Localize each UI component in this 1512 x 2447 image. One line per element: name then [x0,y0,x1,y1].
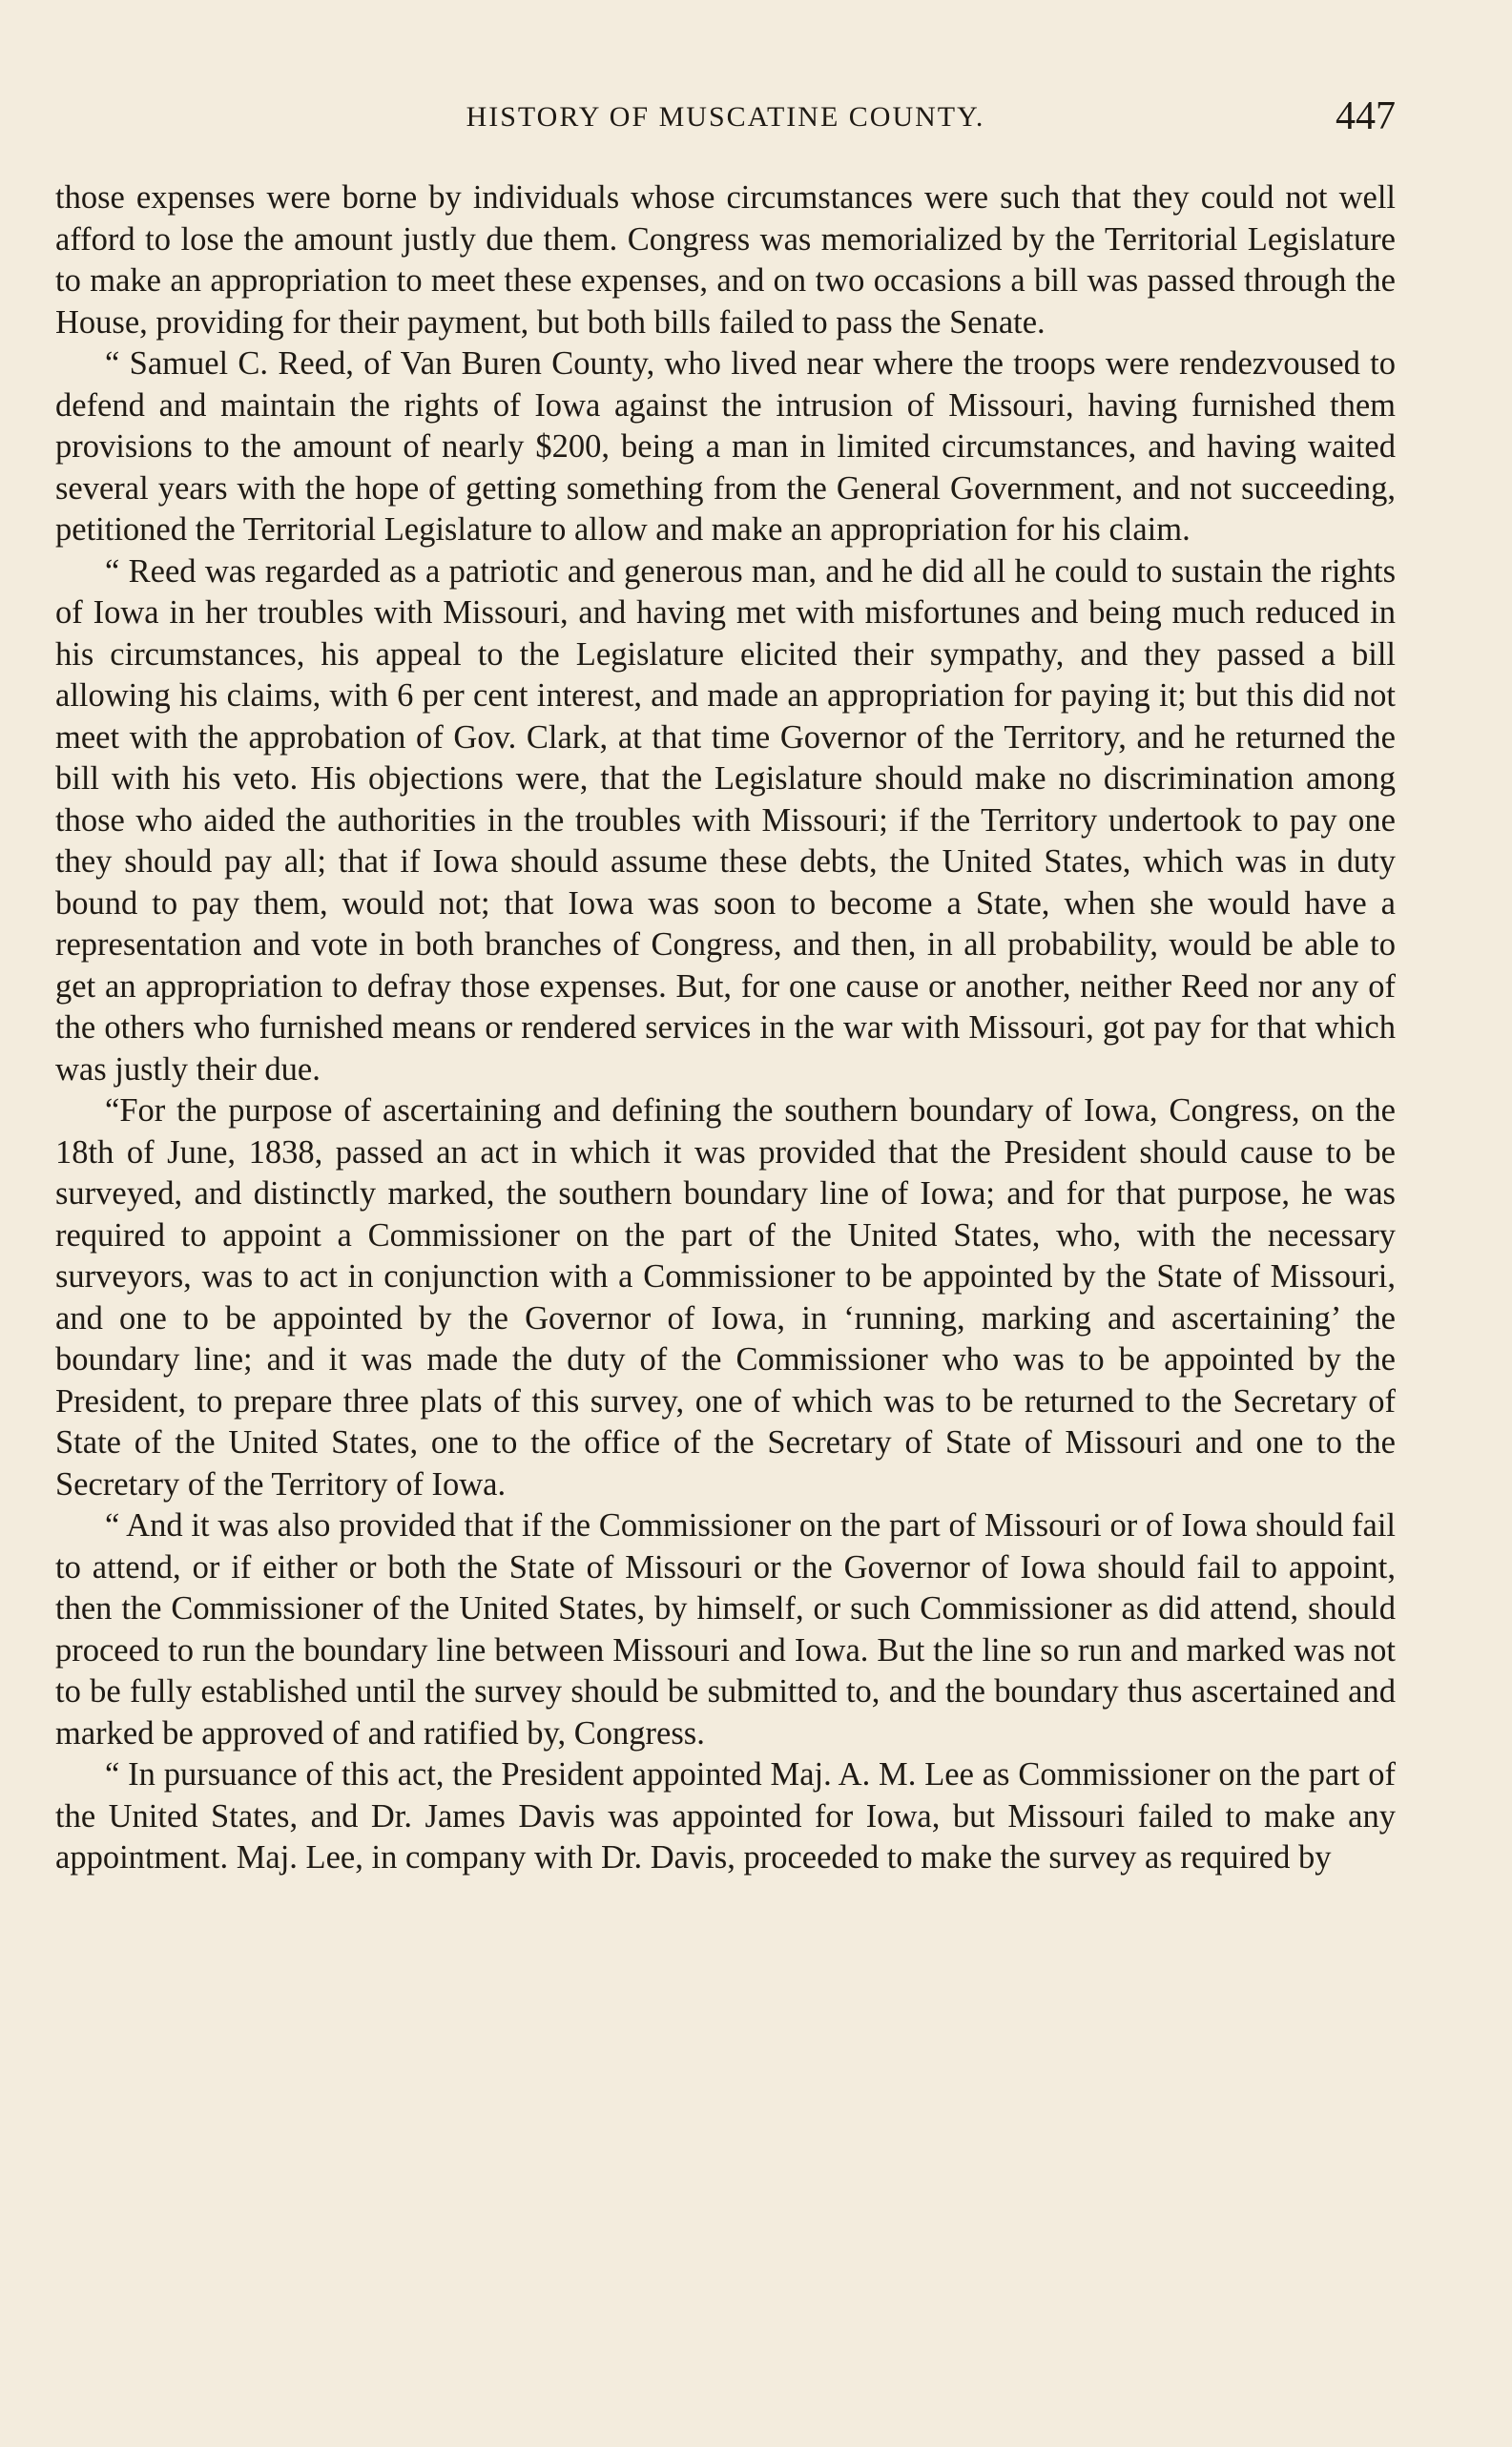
page-number: 447 [1336,94,1396,138]
running-title: HISTORY OF MUSCATINE COUNTY. [466,101,985,133]
paragraph-reed-veto: “ Reed was regarded as a patriotic and generous man, and he did all he could to sustain the rights of Iowa in her troubles with Missouri, and having met with misfortunes and being much reduced in his circumstances, his appeal to the Legislature elicited their sympathy, and they passed a bill allowing his claims, with 6 per cent interest, and made an appropriation for paying it; but this did not meet with the approbation of Gov. Clark, at that time Governor of the Territory, and he returned the bill with his veto. His objections were, that the Legislature should make no discrimination among those who aided the authorities in the troubles with Missouri; if the Territory undertook to pay one they should pay all; that if Iowa should assume these debts, the United States, which was in duty bound to pay them, would not; that Iowa was soon to become a State, when she would have a representation and vote in both branches of Congress, and then, in all probability, would be able to get an appropriation to defray those expenses. But, for one cause or another, neither Reed nor any of the others who furnished means or rendered services in the war with Missouri, got pay for that which was justly their due. [55,552,1396,1088]
paragraph-survey-appointment: “ In pursuance of this act, the President appointed Maj. A. M. Lee as Commissioner on the part of the United States, and Dr. James Davis was appointed for Iowa, but Missouri failed to make any appointment. Maj. Lee, in company with Dr. Davis, proceeded to make the survey as required by [55,1756,1396,1876]
running-head [55,93,1396,151]
body-text [55,177,1396,1879]
paragraph-reed-claim: “ Samuel C. Reed, of Van Buren County, who lived near where the troops were rendezvoused to defend and maintain the rights of Iowa against the intrusion of Missouri, having furnished them provisions to the amount of nearly $200, being a man in limited circumstances, and having waited several years with the hope of getting something from the General Government, and not succeeding, petitioned the Territorial Legislature to allow and make an appropriation for his claim. [55,345,1396,548]
paragraph-boundary-act: “For the purpose of ascertaining and defining the southern boundary of Iowa, Congress, on the 18th of June, 1838, passed an act in which it was provided that the President should cause to be surveyed, and distinctly marked, the southern boundary line of Iowa; and for that purpose, he was required to appoint a Commissioner on the part of the United States, who, with the necessary surveyors, was to act in conjunction with a Commissioner to be appointed by the State of Missouri, and one to be appointed by the Governor of Iowa, in ‘running, marking and ascertaining’ the boundary line; and it was made the duty of the Commissioner who was to be appointed by the President, to prepare three plats of this survey, one of which was to be returned to the Secretary of State of the United States, one to the office of the Secretary of State of Missouri and one to the Secretary of the Territory of Iowa. [55,1092,1396,1503]
paragraph-continuation: those expenses were borne by individuals whose circumstances were such that they could not well afford to lose the amount justly due them. Congress was memorialized by the Territorial Legislature to make an appropriation to meet these expenses, and on two occasions a bill was passed through the House, providing for their payment, but both bills failed to pass the Senate. [55,179,1396,341]
paragraph-commissioner-provision: “ And it was also provided that if the Commissioner on the part of Missouri or of Iowa should fail to attend, or if either or both the State of Missouri or the Governor of Iowa should fail to appoint, then the Commissioner of the United States, by himself, or such Commissioner as did attend, should proceed to run the boundary line between Missouri and Iowa. But the line so run and marked was not to be fully established until the survey should be submitted to, and the boundary thus ascertained and marked be approved of and ratified by, Congress. [55,1507,1396,1752]
